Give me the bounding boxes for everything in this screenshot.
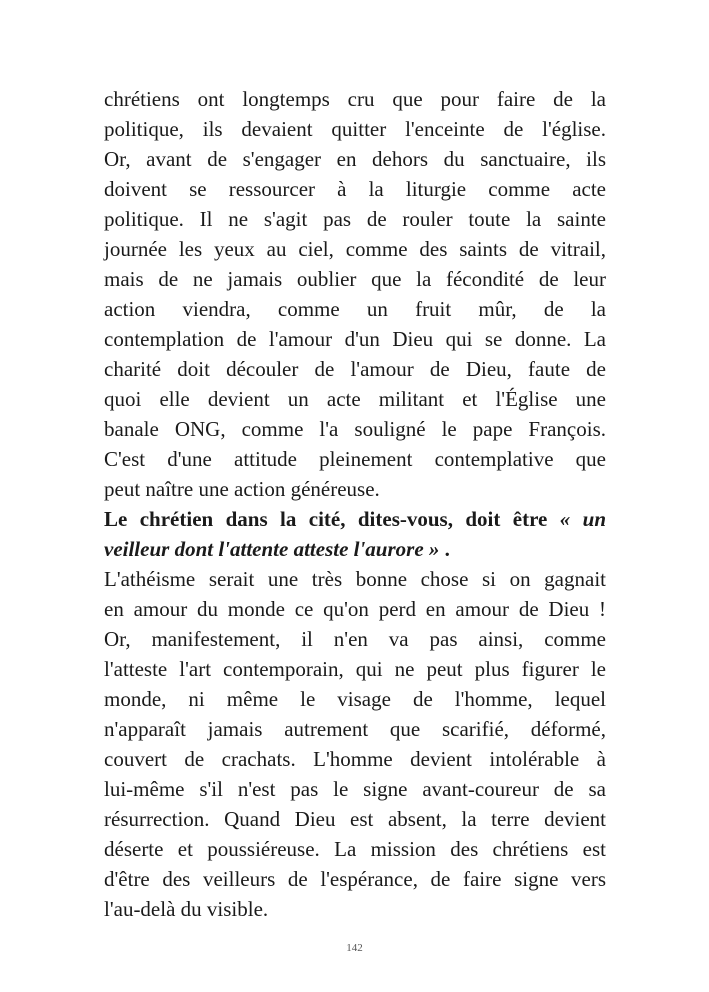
text-line: politique. Il ne s'agit pas de rouler toute la sainte <box>104 207 606 231</box>
text-line: n'apparaît jamais autrement que scarifié, déformé, <box>104 717 606 741</box>
text-line: chrétiens ont longtemps cru que pour faire de la <box>104 87 606 111</box>
text-line: résurrection. Quand Dieu est absent, la terre devient <box>104 807 606 831</box>
text-line: banale ONG, comme l'a souligné le pape François. <box>104 417 606 441</box>
question-quote-start: « un <box>559 507 607 531</box>
paragraph-2 <box>104 564 606 924</box>
text-line: lui-même s'il n'est pas le signe avant-coureur de sa <box>104 777 606 801</box>
question-line-1 <box>104 504 606 534</box>
question-text: Le chrétien dans la cité, dites-vous, doit être <box>104 507 548 531</box>
interview-question <box>104 504 606 564</box>
paragraph-1 <box>104 84 606 504</box>
text-line: déserte et poussiéreuse. La mission des chrétiens est <box>104 837 606 861</box>
page-number: 142 <box>346 942 363 954</box>
text-line: en amour du monde ce qu'on perd en amour de Dieu ! <box>104 597 606 621</box>
text-line: Or, manifestement, il n'en va pas ainsi, comme <box>104 627 606 651</box>
text-line: l'au-delà du visible. <box>104 897 269 921</box>
text-line: couvert de crachats. L'homme devient intolérable à <box>104 747 606 771</box>
text-line: C'est d'une attitude pleinement contemplative que <box>104 447 606 471</box>
question-end: . <box>439 537 450 561</box>
text-line: d'être des veilleurs de l'espérance, de faire signe vers <box>104 867 606 891</box>
text-line: contemplation de l'amour d'un Dieu qui se donne. La <box>104 327 606 351</box>
page-body <box>104 84 606 924</box>
text-line: charité doit découler de l'amour de Dieu, faute de <box>104 357 606 381</box>
question-quote-end: veilleur dont l'attente atteste l'aurore » <box>104 537 440 561</box>
text-line: L'athéisme serait une très bonne chose si on gagnait <box>104 567 606 591</box>
text-line: action viendra, comme un fruit mûr, de la <box>104 297 606 321</box>
text-line: politique, ils devaient quitter l'enceinte de l'église. <box>104 117 606 141</box>
text-line: peut naître une action généreuse. <box>104 477 380 501</box>
text-line: journée les yeux au ciel, comme des saints de vitrail, <box>104 237 606 261</box>
text-line: l'atteste l'art contemporain, qui ne peut plus figurer le <box>104 657 606 681</box>
text-line: doivent se ressourcer à la liturgie comme acte <box>104 177 606 201</box>
text-line: mais de ne jamais oublier que la fécondité de leur <box>104 267 606 291</box>
text-line: quoi elle devient un acte militant et l'Église une <box>104 387 606 411</box>
text-line: Or, avant de s'engager en dehors du sanctuaire, ils <box>104 147 606 171</box>
question-line-2 <box>104 534 606 564</box>
text-line: monde, ni même le visage de l'homme, lequel <box>104 687 606 711</box>
